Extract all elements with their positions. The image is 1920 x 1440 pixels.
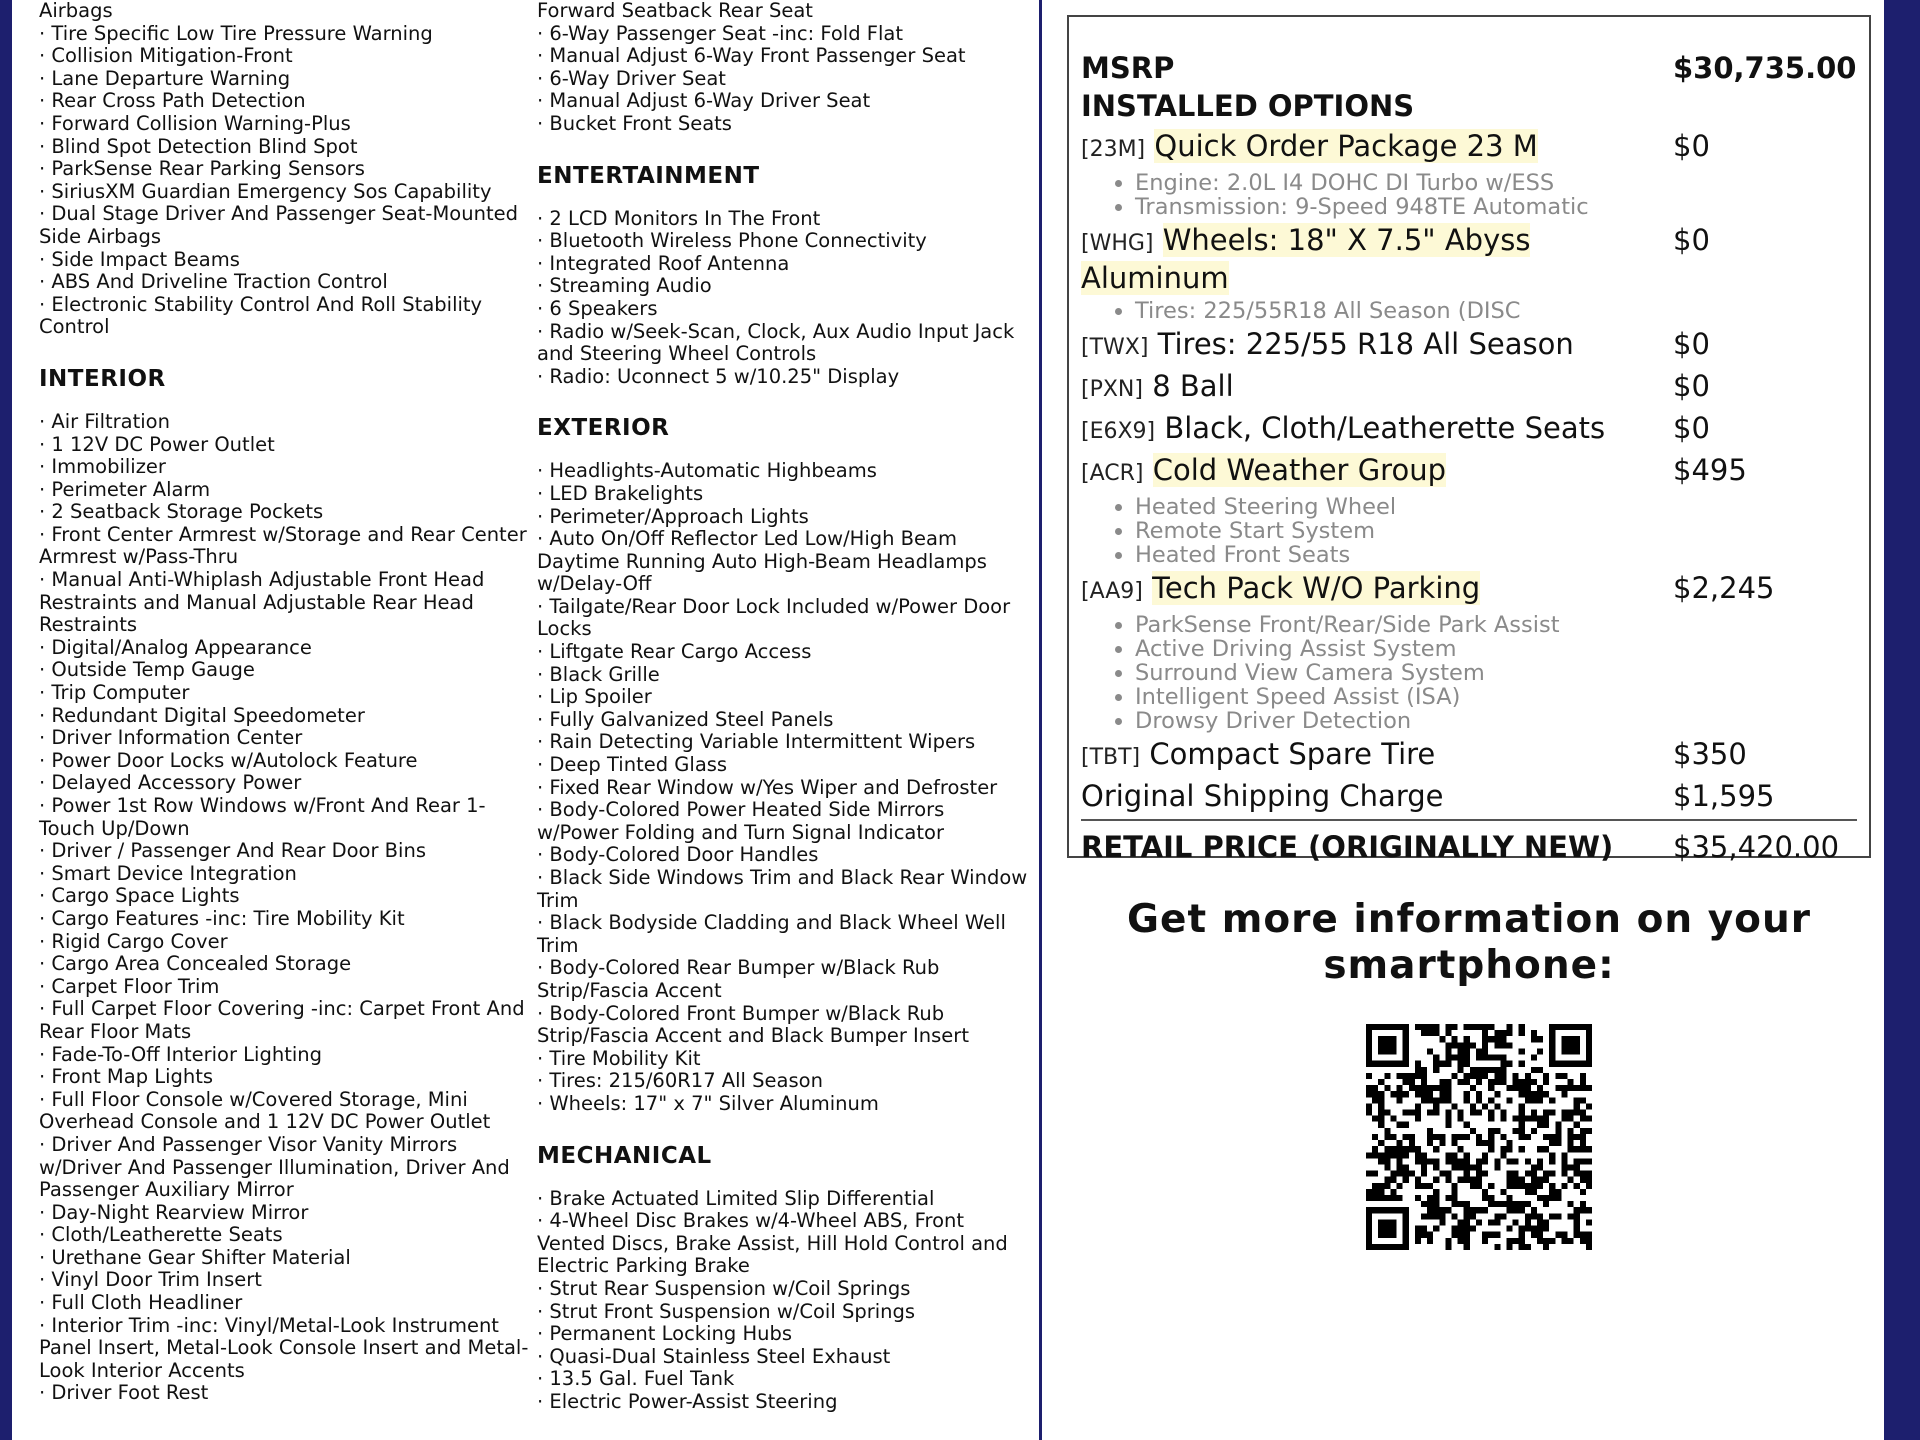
option-details — [1081, 613, 1857, 733]
qr-code[interactable] — [1365, 1024, 1593, 1250]
feature-item: · 2 Seatback Storage Pockets — [39, 500, 324, 524]
option-label — [1081, 453, 1673, 491]
option-code: [ACR] — [1081, 461, 1144, 486]
feature-item: · Tire Specific Low Tire Pressure Warning — [39, 21, 433, 45]
feature-item: · Smart Device Integration — [39, 861, 297, 885]
option-name: Tires: 225/55 R18 All Season — [1157, 327, 1574, 361]
feature-item: · Body-Colored Front Bumper w/Black Rub Strip/Fascia Accent and Black Bumper Insert — [537, 1001, 969, 1048]
feature-item: · ABS And Driveline Traction Control — [39, 270, 388, 294]
smartphone-info-title: Get more information on your smartphone: — [1127, 897, 1811, 988]
option-detail-item: • ParkSense Front/Rear/Side Park Assist — [1135, 613, 1857, 637]
feature-item: · Electronic Stability Control And Roll Stability Control — [39, 292, 483, 339]
feature-item: · Delayed Accessory Power — [39, 771, 302, 795]
interior-heading: INTERIOR — [39, 365, 166, 392]
feature-item: · Tires: 215/60R17 All Season — [537, 1069, 823, 1093]
feature-item: · Body-Colored Rear Bumper w/Black Rub Strip/Fascia Accent — [537, 956, 940, 1002]
feature-item: · Auto On/Off Reflector Led Low/High Beam Daytime Running Auto High-Beam Headlamps w/Delay-Off — [537, 527, 987, 596]
option-name: Wheels: 18" X 7.5" Abyss Aluminum — [1081, 223, 1531, 295]
feature-item: · Full Carpet Floor Covering -inc: Carpet Front And Rear Floor Mats — [39, 997, 525, 1043]
option-details — [1081, 171, 1857, 219]
msrp-label: MSRP — [1081, 51, 1175, 85]
feature-item: · 1 12V DC Power Outlet — [39, 432, 275, 456]
feature-item: · Digital/Analog Appearance — [39, 635, 312, 659]
feature-item: · Permanent Locking Hubs — [537, 1322, 793, 1346]
feature-item: · Lip Spoiler — [537, 685, 652, 709]
option-price: $350 — [1673, 737, 1747, 771]
option-price: $2,245 — [1673, 571, 1775, 605]
msrp-value: $30,735.00 — [1673, 51, 1857, 85]
feature-item: · Manual Adjust 6-Way Driver Seat — [537, 89, 871, 113]
feature-item: · Driver Foot Rest — [39, 1381, 209, 1405]
option-code: [TWX] — [1081, 335, 1149, 360]
msrp-row — [1081, 49, 1857, 87]
option-label — [1081, 369, 1673, 407]
option-row — [1081, 571, 1857, 609]
feature-item: · 4-Wheel Disc Brakes w/4-Wheel ABS, Front Vented Discs, Brake Assist, Hill Hold Control and Electric Parking Brake — [537, 1209, 1008, 1278]
feature-item: · Driver / Passenger And Rear Door Bins — [39, 839, 426, 863]
retail-label: RETAIL PRICE (ORIGINALLY NEW) — [1081, 830, 1614, 864]
feature-item: · Headlights-Automatic Highbeams — [537, 459, 877, 483]
feature-item: · Tire Mobility Kit — [537, 1046, 701, 1070]
feature-item: · Power 1st Row Windows w/Front And Rear 1-Touch Up/Down — [39, 794, 486, 840]
feature-item: · 6-Way Passenger Seat -inc: Fold Flat — [537, 21, 904, 45]
feature-item: · 13.5 Gal. Fuel Tank — [537, 1367, 735, 1391]
option-label — [1081, 223, 1673, 295]
exterior-feature-list — [537, 460, 1029, 1115]
option-detail-item: • Drowsy Driver Detection — [1135, 709, 1857, 733]
feature-item: · Brake Actuated Limited Slip Differential — [537, 1186, 935, 1210]
option-price: $0 — [1673, 129, 1710, 163]
retail-value: $35,420.00 — [1673, 830, 1840, 864]
feature-item: · Day-Night Rearview Mirror — [39, 1200, 309, 1224]
option-row — [1081, 223, 1857, 295]
feature-item: · Integrated Roof Antenna — [537, 251, 790, 275]
feature-item: · Streaming Audio — [537, 274, 712, 298]
feature-item: · Black Bodyside Cladding and Black Wheel Well Trim — [537, 911, 1006, 957]
seating-feature-list — [537, 0, 1029, 136]
feature-item: · Fully Galvanized Steel Panels — [537, 707, 834, 731]
feature-item: · Cloth/Leatherette Seats — [39, 1223, 283, 1247]
option-code: [E6X9] — [1081, 419, 1156, 444]
option-name: 8 Ball — [1152, 369, 1234, 403]
options-list — [1081, 129, 1857, 775]
installed-options-heading: INSTALLED OPTIONS — [1081, 89, 1415, 123]
option-code: [PXN] — [1081, 377, 1143, 402]
option-row — [1081, 453, 1857, 491]
option-details — [1081, 495, 1857, 567]
option-price: $0 — [1673, 223, 1710, 257]
option-row — [1081, 411, 1857, 449]
feature-item: · Redundant Digital Speedometer — [39, 703, 365, 727]
feature-item: Forward Seatback Rear Seat — [537, 0, 813, 22]
option-price: $0 — [1673, 369, 1710, 403]
features-column-right — [537, 0, 1029, 1413]
option-price: $0 — [1673, 411, 1710, 445]
feature-item: · Blind Spot Detection Blind Spot — [39, 134, 358, 158]
feature-item: · Quasi-Dual Stainless Steel Exhaust — [537, 1344, 891, 1368]
column-divider — [1039, 0, 1042, 1440]
feature-item: · Front Map Lights — [39, 1065, 214, 1089]
feature-item: · Bucket Front Seats — [537, 111, 732, 135]
feature-item: · Wheels: 17" x 7" Silver Aluminum — [537, 1091, 879, 1115]
option-price: $495 — [1673, 453, 1747, 487]
feature-item: · Black Grille — [537, 662, 660, 686]
feature-item: · Side Impact Beams — [39, 247, 240, 271]
feature-item: · Radio: Uconnect 5 w/10.25" Display — [537, 364, 900, 388]
feature-item: · Interior Trim -inc: Vinyl/Metal-Look Instrument Panel Insert, Metal-Look Console Insert and Metal-Look Interior Accents — [39, 1313, 529, 1382]
entertainment-feature-list — [537, 208, 1029, 389]
option-detail-item: • Tires: 225/55R18 All Season (DISC — [1135, 299, 1857, 323]
feature-item: · Power Door Locks w/Autolock Feature — [39, 748, 418, 772]
feature-item: · Carpet Floor Trim — [39, 974, 220, 998]
feature-item: · Deep Tinted Glass — [537, 753, 728, 777]
feature-item: · ParkSense Rear Parking Sensors — [39, 157, 365, 181]
feature-item: · Immobilizer — [39, 455, 166, 479]
feature-item: · Fade-To-Off Interior Lighting — [39, 1042, 322, 1066]
option-label — [1081, 737, 1673, 775]
feature-item: · Manual Adjust 6-Way Front Passenger Seat — [537, 44, 966, 68]
shipping-value: $1,595 — [1673, 779, 1775, 813]
option-detail-item: • Surround View Camera System — [1135, 661, 1857, 685]
feature-item: · Fixed Rear Window w/Yes Wiper and Defroster — [537, 775, 998, 799]
option-detail-item: • Transmission: 9-Speed 948TE Automatic — [1135, 195, 1857, 219]
feature-item: · Black Side Windows Trim and Black Rear Window Trim — [537, 866, 1028, 912]
option-label — [1081, 411, 1673, 449]
feature-item: · Front Center Armrest w/Storage and Rear Center Armrest w/Pass-Thru — [39, 522, 527, 569]
feature-item: · 2 LCD Monitors In The Front — [537, 206, 821, 230]
feature-item: · Trip Computer — [39, 681, 190, 705]
feature-item: · Cargo Space Lights — [39, 884, 240, 908]
exterior-heading: EXTERIOR — [537, 415, 670, 442]
feature-item: · Rain Detecting Variable Intermittent Wipers — [537, 730, 976, 754]
window-sticker — [12, 0, 1884, 1440]
option-detail-item: • Active Driving Assist System — [1135, 637, 1857, 661]
option-details — [1081, 299, 1857, 323]
feature-item: · Manual Anti-Whiplash Adjustable Front Head Restraints and Manual Adjustable Rear Head Restraints — [39, 568, 485, 637]
option-label — [1081, 571, 1673, 609]
feature-item: · Air Filtration — [39, 409, 170, 433]
feature-item: · Collision Mitigation-Front — [39, 44, 293, 68]
feature-item: · Electric Power-Assist Steering — [537, 1389, 838, 1413]
option-name: Cold Weather Group — [1152, 453, 1446, 487]
mechanical-heading: MECHANICAL — [537, 1142, 712, 1169]
feature-item: · Driver And Passenger Visor Vanity Mirrors w/Driver And Passenger Illumination, Driver And Passenger Auxiliary Mirror — [39, 1132, 510, 1202]
feature-item: · Perimeter/Approach Lights — [537, 504, 809, 528]
feature-item: · Cargo Features -inc: Tire Mobility Kit — [39, 906, 405, 930]
option-detail-item: • Heated Steering Wheel — [1135, 495, 1857, 519]
feature-item: · LED Brakelights — [537, 481, 704, 505]
feature-item: · Dual Stage Driver And Passenger Seat-Mounted Side Airbags — [39, 202, 518, 248]
feature-item: · Liftgate Rear Cargo Access — [537, 640, 812, 664]
feature-item: · Full Cloth Headliner — [39, 1291, 243, 1315]
shipping-row — [1081, 779, 1857, 813]
interior-feature-list — [39, 411, 529, 1405]
feature-item: · Forward Collision Warning-Plus — [39, 111, 351, 135]
option-code: [AA9] — [1081, 579, 1143, 604]
option-detail-item: • Remote Start System — [1135, 519, 1857, 543]
entertainment-heading: ENTERTAINMENT — [537, 162, 760, 189]
option-code: [TBT] — [1081, 745, 1141, 770]
feature-item: · SiriusXM Guardian Emergency Sos Capability — [39, 179, 492, 203]
option-label — [1081, 129, 1673, 167]
option-row — [1081, 737, 1857, 775]
feature-item: · Tailgate/Rear Door Lock Included w/Power Door Locks — [537, 594, 1011, 641]
option-label — [1081, 327, 1673, 365]
option-detail-item: • Intelligent Speed Assist (ISA) — [1135, 685, 1857, 709]
feature-item: Airbags — [39, 0, 113, 22]
feature-item: · Urethane Gear Shifter Material — [39, 1245, 351, 1269]
features-column-left — [39, 0, 529, 1405]
retail-row — [1081, 819, 1857, 865]
feature-item: · Lane Departure Warning — [39, 66, 291, 90]
feature-item: · Strut Rear Suspension w/Coil Springs — [537, 1276, 911, 1300]
option-code: [WHG] — [1081, 231, 1154, 256]
feature-item: · 6-Way Driver Seat — [537, 66, 726, 90]
option-name: Black, Cloth/Leatherette Seats — [1164, 411, 1606, 445]
option-row — [1081, 369, 1857, 407]
option-detail-item: • Engine: 2.0L I4 DOHC DI Turbo w/ESS — [1135, 171, 1857, 195]
feature-item: · 6 Speakers — [537, 296, 658, 320]
feature-item: · Full Floor Console w/Covered Storage, Mini Overhead Console and 1 12V DC Power Outlet — [39, 1087, 491, 1134]
option-row — [1081, 327, 1857, 365]
feature-item: · Outside Temp Gauge — [39, 658, 255, 682]
feature-item: · Vinyl Door Trim Insert — [39, 1268, 262, 1292]
feature-item: · Rear Cross Path Detection — [39, 89, 306, 113]
feature-item: · Strut Front Suspension w/Coil Springs — [537, 1299, 916, 1323]
feature-item: · Bluetooth Wireless Phone Connectivity — [537, 229, 927, 253]
safety-feature-list — [39, 0, 529, 339]
pricing-box — [1067, 15, 1871, 864]
option-name: Quick Order Package 23 M — [1154, 129, 1538, 163]
option-detail-item: • Heated Front Seats — [1135, 543, 1857, 567]
feature-item: · Cargo Area Concealed Storage — [39, 952, 352, 976]
option-row — [1081, 129, 1857, 167]
feature-item: · Radio w/Seek-Scan, Clock, Aux Audio Input Jack and Steering Wheel Controls — [537, 319, 1015, 366]
feature-item: · Perimeter Alarm — [39, 477, 211, 501]
feature-item: · Rigid Cargo Cover — [39, 929, 228, 953]
option-name: Tech Pack W/O Parking — [1152, 571, 1481, 605]
option-code: [23M] — [1081, 137, 1146, 162]
feature-item: · Body-Colored Door Handles — [537, 843, 819, 867]
option-price: $0 — [1673, 327, 1710, 361]
shipping-label: Original Shipping Charge — [1081, 779, 1444, 813]
mechanical-feature-list — [537, 1188, 1029, 1414]
feature-item: · Driver Information Center — [39, 726, 303, 750]
option-name: Compact Spare Tire — [1149, 737, 1436, 771]
feature-item: · Body-Colored Power Heated Side Mirrors w/Power Folding and Turn Signal Indicator — [537, 798, 945, 844]
